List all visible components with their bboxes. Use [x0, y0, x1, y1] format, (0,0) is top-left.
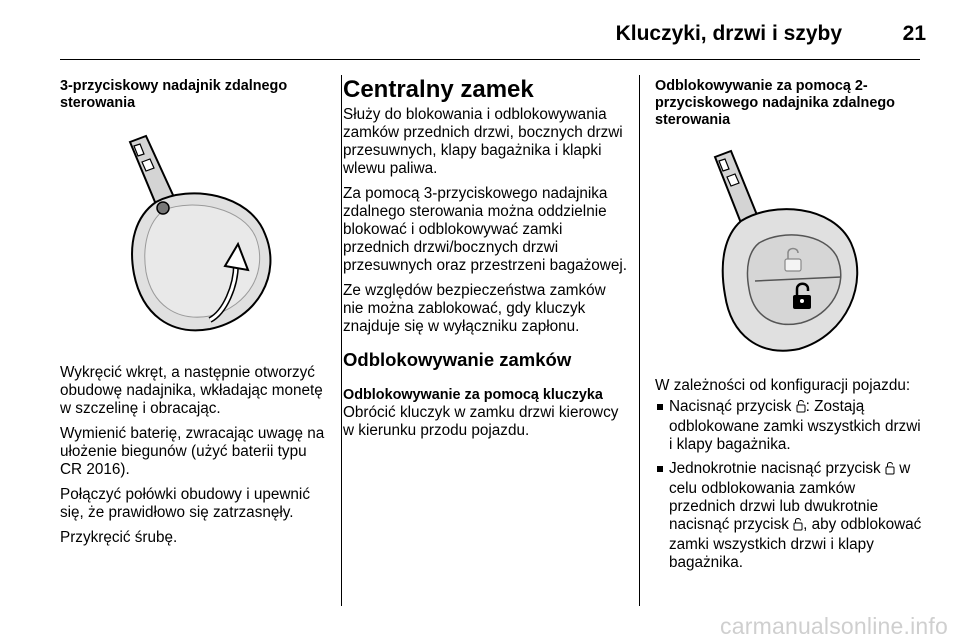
middle-paragraph: Ze względów bezpieczeństwa zamków nie można zablokować, gdy kluczyk znajduje się w wyłączniku zapłonu.	[343, 282, 606, 335]
left-paragraph: Połączyć połówki obudowy i upewnić się, że prawidłowo się zatrzasnęły.	[60, 486, 310, 521]
middle-column	[343, 76, 629, 447]
list-item: Jednokrotnie nacisnąć przycisk w celu odblokowania zamków przednich drzwi lub dwukrotnie nacisnąć przycisk , aby odblokować zamki wszystkich drzwi i klapy bagażnika.	[655, 460, 923, 572]
column-divider-left	[341, 75, 342, 606]
right-intro: W zależności od konfiguracji pojazdu:	[655, 377, 911, 394]
section-title-central-lock: Centralny zamek	[343, 76, 534, 103]
unlock-button-icon	[885, 461, 895, 480]
section-heading-unlocking: Odblokowywanie zamków	[343, 349, 572, 370]
unlock-button-icon	[796, 399, 806, 418]
header-divider	[60, 59, 920, 60]
right-column	[655, 78, 923, 578]
right-subheading: Odblokowywanie za pomocą 2-przyciskowego nadajnika zdalnego sterowania	[655, 78, 895, 128]
left-paragraph: Wymienić baterię, zwracając uwagę na ułożenie biegunów (użyć baterii typu CR 2016).	[60, 425, 325, 478]
middle-subheading: Odblokowywanie za pomocą kluczyka	[343, 387, 603, 403]
page-number: 21	[902, 22, 926, 45]
list-item: Nacisnąć przycisk : Zostają odblokowane zamki wszystkich drzwi i klapy bagażnika.	[655, 398, 923, 454]
running-header-title: Kluczyki, drzwi i szyby	[615, 22, 842, 45]
left-column	[60, 78, 330, 554]
middle-paragraph: Służy do blokowania i odblokowywania zamków przednich drzwi, bocznych drzwi przesuwnych, klapy bagażnika i klapki wlewu paliwa.	[343, 106, 623, 177]
middle-sub-paragraph: Obrócić kluczyk w zamku drzwi kierowcy w kierunku przodu pojazdu.	[343, 404, 619, 439]
left-paragraph: Przykręcić śrubę.	[60, 529, 178, 546]
key-fob-battery-figure	[60, 124, 330, 350]
two-button-remote-figure	[655, 139, 923, 365]
column-divider-right	[639, 75, 640, 606]
left-subheading: 3-przyciskowy nadajnik zdalnego sterowania	[60, 78, 288, 111]
unlock-steps-list	[655, 398, 923, 572]
unlock-button-icon	[793, 517, 803, 536]
left-paragraph: Wykręcić wkręt, a następnie otworzyć obudowę nadajnika, wkładając monetę w szczelinę i obracając.	[60, 364, 323, 417]
watermark: carmanualsonline.info	[720, 613, 948, 639]
middle-paragraph: Za pomocą 3-przyciskowego nadajnika zdalnego sterowania można oddzielnie blokować i odblokowywać zamki przednich drzwi/bocznych drzwi przesuwnych oraz przestrzeni bagażowej.	[343, 185, 627, 274]
